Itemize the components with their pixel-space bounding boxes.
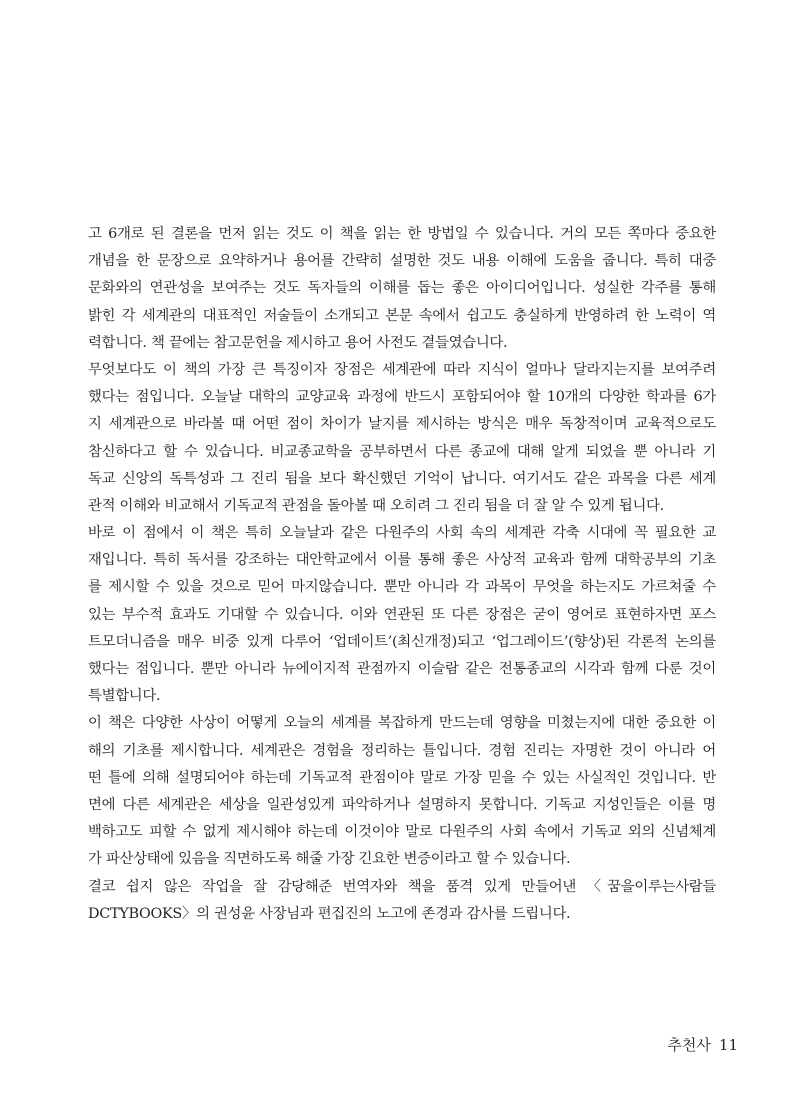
text-line: 개념을 한 문장으로 요약하거나 용어를 간략히 설명한 것도 내용 이해에 도움을 줍니다. 특히 대중 [88, 253, 716, 270]
page-number: 11 [718, 1036, 738, 1054]
text-line: 면에 다른 세계관은 세상을 일관성있게 파악하거나 설명하지 못합니다. 기독교 지성인들은 이를 명 [88, 796, 716, 813]
text-line: 했다는 점입니다. 뿐만 아니라 뉴에이지적 관점까지 이슬람 같은 전통종교의 시각과 함께 다룬 것이 [88, 661, 716, 677]
text-line: 했다는 점입니다. 오늘날 대학의 교양교육 과정에 반드시 포함되어야 할 10개의 다양한 학과를 6가 [88, 389, 716, 406]
text-line: 해의 기초를 제시합니다. 세계관은 경험을 정리하는 틀입니다. 경험 진리는 자명한 것이 아니라 어 [88, 742, 716, 759]
paragraph [88, 221, 716, 357]
text-line: 트모더니즘을 매우 비중 있게 다루어 ‘업데이트’(최신개정)되고 ‘업그레이드’(향상)된 각론적 논의를 [88, 633, 716, 650]
text-line: 있는 부수적 효과도 기대할 수 있습니다. 이와 연관된 또 다른 장점은 굳이 영어로 표현하자면 포스 [88, 606, 716, 623]
text-line: 특별합니다. [88, 688, 161, 705]
text-line: 고 6개로 된 결론을 먼저 읽는 것도 이 책을 읽는 한 방법일 수 있습니다. 거의 모든 쪽마다 중요한 [88, 226, 716, 242]
text-line: 백하고도 피할 수 없게 제시해야 하는데 이것이야 말로 다원주의 사회 속에서 기독교 외의 신념체계 [88, 824, 716, 841]
body-text [88, 221, 716, 928]
text-line: 밝힌 각 세계관의 대표적인 저술들이 소개되고 본문 속에서 쉽고도 충실하게 반영하려 한 노력이 역 [88, 307, 716, 324]
text-line: 이 책은 다양한 사상이 어떻게 오늘의 세계를 복잡하게 만드는데 영향을 미쳤는지에 대한 중요한 이 [88, 715, 716, 732]
text-line: 결코 쉽지 않은 작업을 잘 감당해준 번역자와 책을 품격 있게 만들어낸 〈꿈을이루는사람들 [88, 878, 716, 895]
text-line: 재입니다. 특히 독서를 강조하는 대안학교에서 이를 통해 좋은 사상적 교육과 함께 대학공부의 기초 [88, 552, 716, 569]
paragraph [88, 520, 716, 710]
text-line: 가 파산상태에 있음을 직면하도록 해줄 가장 긴요한 변증이라고 할 수 있습니다. [88, 851, 571, 868]
paragraph [88, 874, 716, 928]
text-line: 바로 이 점에서 이 책은 특히 오늘날과 같은 다원주의 사회 속의 세계관 각축 시대에 꼭 필요한 교 [88, 525, 716, 542]
running-section-title: 추천사 [667, 1036, 711, 1054]
paragraph [88, 357, 716, 520]
text-line: 참신하다고 할 수 있습니다. 비교종교학을 공부하면서 다른 종교에 대해 알게 되었을 뿐 아니라 기 [88, 443, 716, 460]
text-line: 문화와의 연관성을 보여주는 것도 독자들의 이해를 돕는 좋은 아이디어입니다. 성실한 각주를 통해 [88, 280, 716, 297]
text-line: 관적 이해와 비교해서 기독교적 관점을 돌아볼 때 오히려 그 진리 됨을 더 잘 알 수 있게 됩니다. [88, 497, 664, 514]
text-line: 지 세계관으로 바라볼 때 어떤 점이 차이가 날지를 제시하는 방식은 매우 독창적이며 교육적으로도 [88, 416, 716, 433]
text-line: DCTYBOOKS〉의 권성윤 사장님과 편집진의 노고에 존경과 감사를 드립니다. [88, 905, 571, 922]
paragraph [88, 710, 716, 873]
text-line: 력합니다. 책 끝에는 참고문헌을 제시하고 용어 사전도 곁들였습니다. [88, 334, 508, 351]
text-line: 를 제시할 수 있을 것으로 믿어 마지않습니다. 뿐만 아니라 각 과목이 무엇을 하는지도 가르쳐줄 수 [88, 579, 716, 596]
text-line: 무엇보다도 이 책의 가장 큰 특징이자 장점은 세계관에 따라 지식이 얼마나 달라지는지를 보여주려 [88, 361, 716, 378]
page-footer [667, 1034, 738, 1055]
text-line: 독교 신앙의 독특성과 그 진리 됨을 보다 확신했던 기억이 납니다. 여기서도 같은 과목을 다른 세계 [88, 470, 716, 487]
text-line: 떤 틀에 의해 설명되어야 하는데 기독교적 관점이야 말로 가장 믿을 수 있는 사실적인 것입니다. 반 [88, 769, 716, 786]
